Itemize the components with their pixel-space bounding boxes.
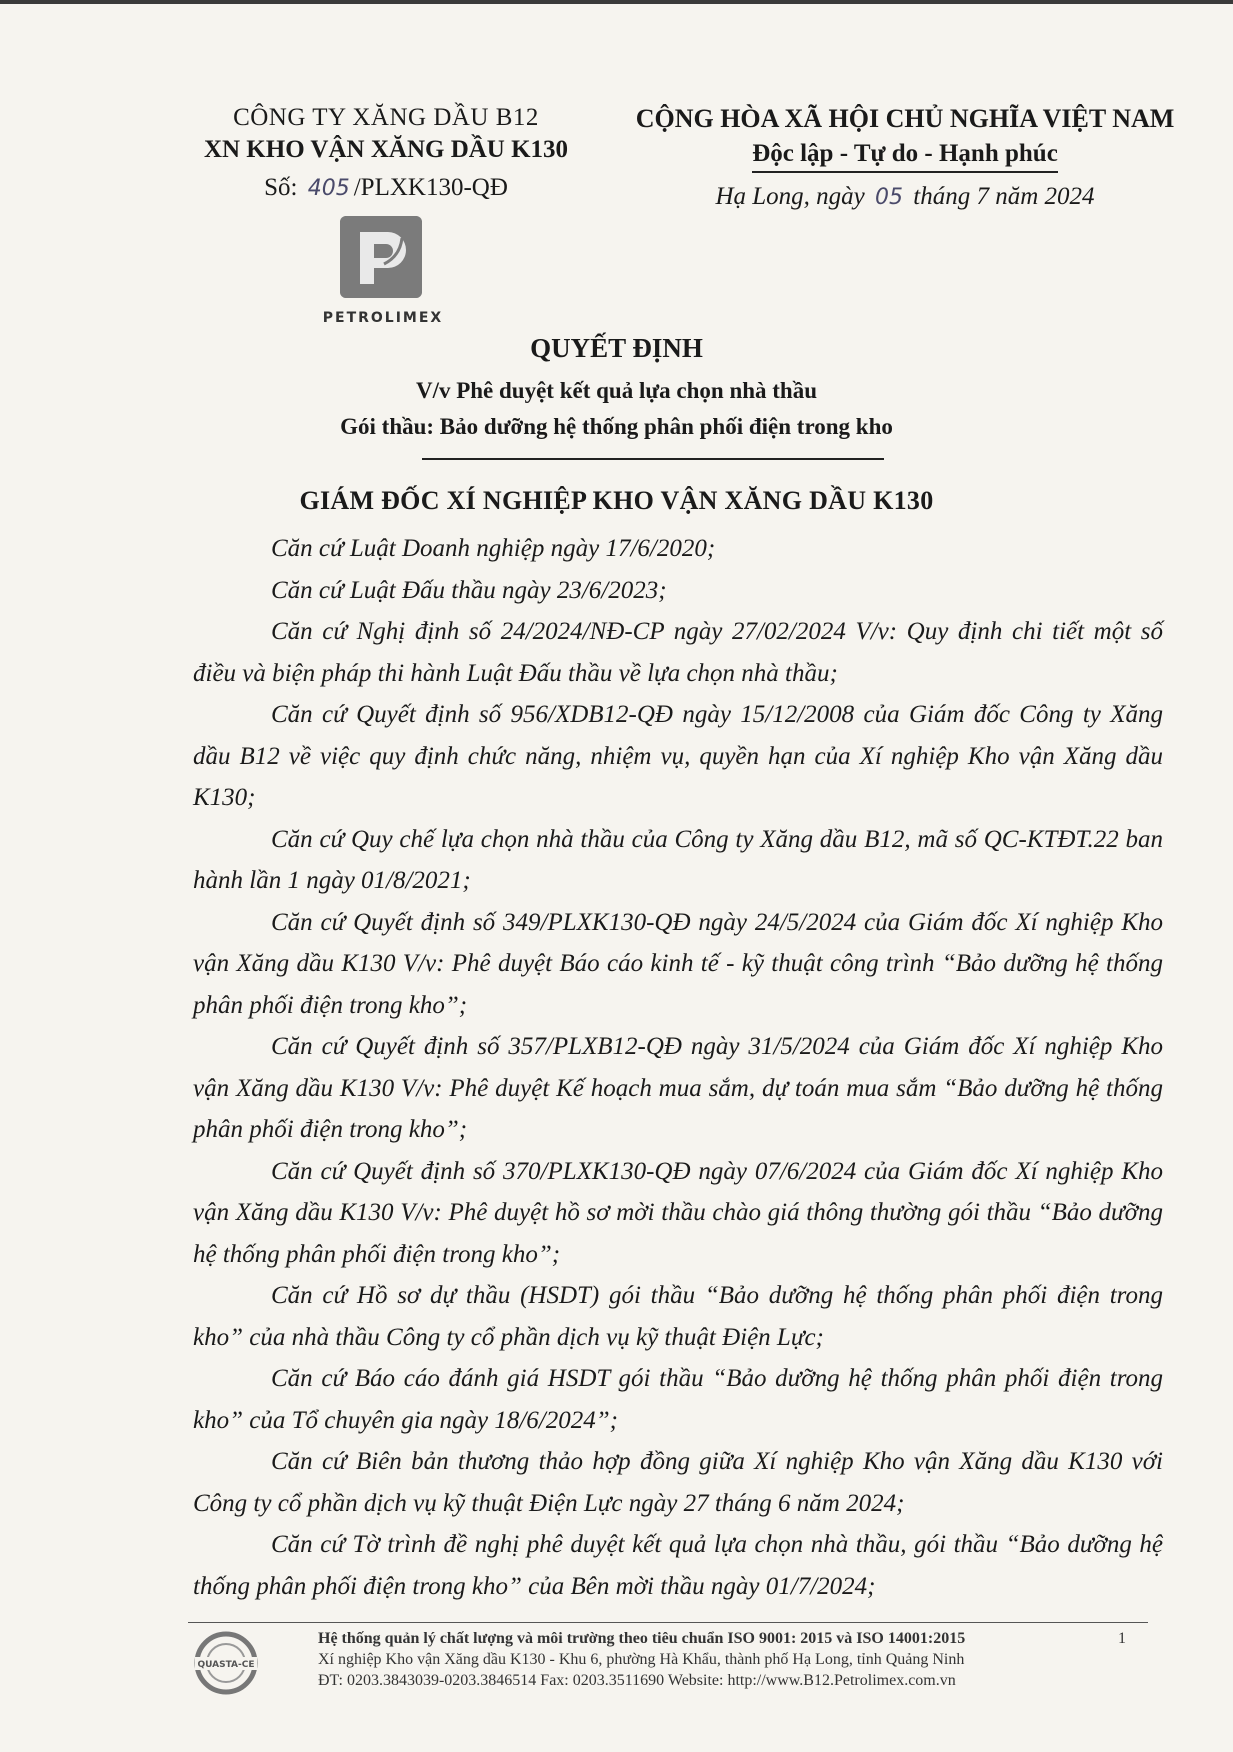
- nation-name: CỘNG HÒA XÃ HỘI CHỦ NGHĨA VIỆT NAM: [635, 104, 1175, 133]
- basis-paragraph: Căn cứ Quy chế lựa chọn nhà thầu của Công ty Xăng dầu B12, mã số QC-KTĐT.22 ban hành lần 1 ngày 01/8/2021;: [193, 825, 1163, 894]
- basis-paragraph: Căn cứ Luật Đấu thầu ngày 23/6/2023;: [271, 576, 667, 604]
- basis-paragraph: Căn cứ Hồ sơ dự thầu (HSDT) gói thầu “Bảo dưỡng hệ thống phân phối điện trong kho” của nhà thầu Công ty cổ phần dịch vụ kỹ thuật Điện Lực;: [193, 1282, 1163, 1351]
- basis-paragraph: Căn cứ Biên bản thương thảo hợp đồng giữa Xí nghiệp Kho vận Xăng dầu K130 với Công ty cổ phần dịch vụ kỹ thuật Điện Lực ngày 27 tháng 6 năm 2024;: [193, 1448, 1163, 1517]
- issuer-block: [176, 104, 596, 202]
- place-prefix: Hạ Long, ngày: [715, 183, 865, 210]
- basis-paragraph: Căn cứ Quyết định số 370/PLXK130-QĐ ngày 07/6/2024 của Giám đốc Xí nghiệp Kho vận Xăng dầu K130 V/v: Phê duyệt hồ sơ mời thầu chào giá thông thường gói thầu “Bảo dưỡng hệ thống phân phối điện trong kho”;: [193, 1157, 1163, 1268]
- unit-name: XN KHO VẬN XĂNG DẦU K130: [203, 136, 569, 163]
- footer-contact: ĐT: 0203.3843039-0203.3846514 Fax: 0203.3511690 Website: http://www.B12.Petrolimex.com.vn: [318, 1672, 956, 1689]
- page-number: 1: [1118, 1630, 1126, 1647]
- national-header: [620, 104, 1190, 211]
- logo-wordmark: PETROLIMEX: [322, 310, 444, 326]
- basis-paragraph: Căn cứ Nghị định số 24/2024/NĐ-CP ngày 27/02/2024 V/v: Quy định chi tiết một số điều và biện pháp thi hành Luật Đấu thầu về lựa chọn nhà thầu;: [193, 618, 1163, 687]
- title-block: [0, 333, 1233, 440]
- petrolimex-logo-icon: [340, 216, 422, 298]
- footer: [318, 1628, 1198, 1691]
- quasta-seal-text: QUASTA-CE: [197, 1660, 255, 1670]
- basis-paragraph: Căn cứ Luật Doanh nghiệp ngày 17/6/2020;: [271, 535, 716, 562]
- basis-paragraph: Căn cứ Quyết định số 349/PLXK130-QĐ ngày 24/5/2024 của Giám đốc Xí nghiệp Kho vận Xăng dầu K130 V/v: Phê duyệt Báo cáo kinh tế - kỹ thuật công trình “Bảo dưỡng hệ thống phân phối điện trong kho”;: [193, 908, 1163, 1019]
- decision-subject: V/v Phê duyệt kết quả lựa chọn nhà thầu: [415, 378, 818, 403]
- place-date: [620, 183, 1190, 211]
- basis-paragraph: Căn cứ Quyết định số 357/PLXB12-QĐ ngày 31/5/2024 của Giám đốc Xí nghiệp Kho vận Xăng dầu K130 V/v: Phê duyệt Kế hoạch mua sắm, dự toán mua sắm “Bảo dưỡng hệ thống phân phối điện trong kho”;: [193, 1033, 1163, 1143]
- footer-divider: [188, 1622, 1148, 1623]
- quasta-certification-seal-icon: [193, 1630, 259, 1696]
- basis-paragraph: Căn cứ Báo cáo đánh giá HSDT gói thầu “Bảo dưỡng hệ thống phân phối điện trong kho” của Tổ chuyên gia ngày 18/6/2024”;: [193, 1365, 1163, 1434]
- footer-address: Xí nghiệp Kho vận Xăng dầu K130 - Khu 6, phường Hà Khẩu, thành phố Hạ Long, tỉnh Quảng Ninh: [318, 1651, 965, 1668]
- docno-handwritten: 405: [307, 176, 350, 201]
- legal-basis-list: [193, 528, 1163, 1607]
- date-handwritten: 05: [875, 185, 904, 210]
- national-motto: Độc lập - Tự do - Hạnh phúc: [752, 140, 1058, 173]
- company-name: CÔNG TY XĂNG DẦU B12: [233, 104, 539, 131]
- bid-package: Gói thầu: Bảo dưỡng hệ thống phân phối điện trong kho: [340, 414, 893, 439]
- docno-suffix: /PLXK130-QĐ: [353, 174, 508, 201]
- footer-iso: Hệ thống quản lý chất lượng và môi trường theo tiêu chuẩn ISO 9001: 2015 và ISO 14001:2015: [318, 1630, 966, 1647]
- title-divider: [422, 458, 884, 460]
- scan-edge: [0, 0, 1233, 4]
- docno-prefix: Số:: [264, 174, 298, 201]
- decision-title: QUYẾT ĐỊNH: [530, 333, 703, 363]
- basis-paragraph: Căn cứ Tờ trình đề nghị phê duyệt kết quả lựa chọn nhà thầu, gói thầu “Bảo dưỡng hệ thống phân phối điện trong kho” của Bên mời thầu ngày 01/7/2024;: [193, 1531, 1163, 1600]
- director-heading: GIÁM ĐỐC XÍ NGHIỆP KHO VẬN XĂNG DẦU K130: [299, 486, 934, 515]
- place-suffix: tháng 7 năm 2024: [913, 183, 1095, 210]
- document-number: [176, 174, 596, 202]
- basis-paragraph: Căn cứ Quyết định số 956/XDB12-QĐ ngày 15/12/2008 của Giám đốc Công ty Xăng dầu B12 về việc quy định chức năng, nhiệm vụ, quyền hạn của Xí nghiệp Kho vận Xăng dầu K130;: [193, 701, 1163, 811]
